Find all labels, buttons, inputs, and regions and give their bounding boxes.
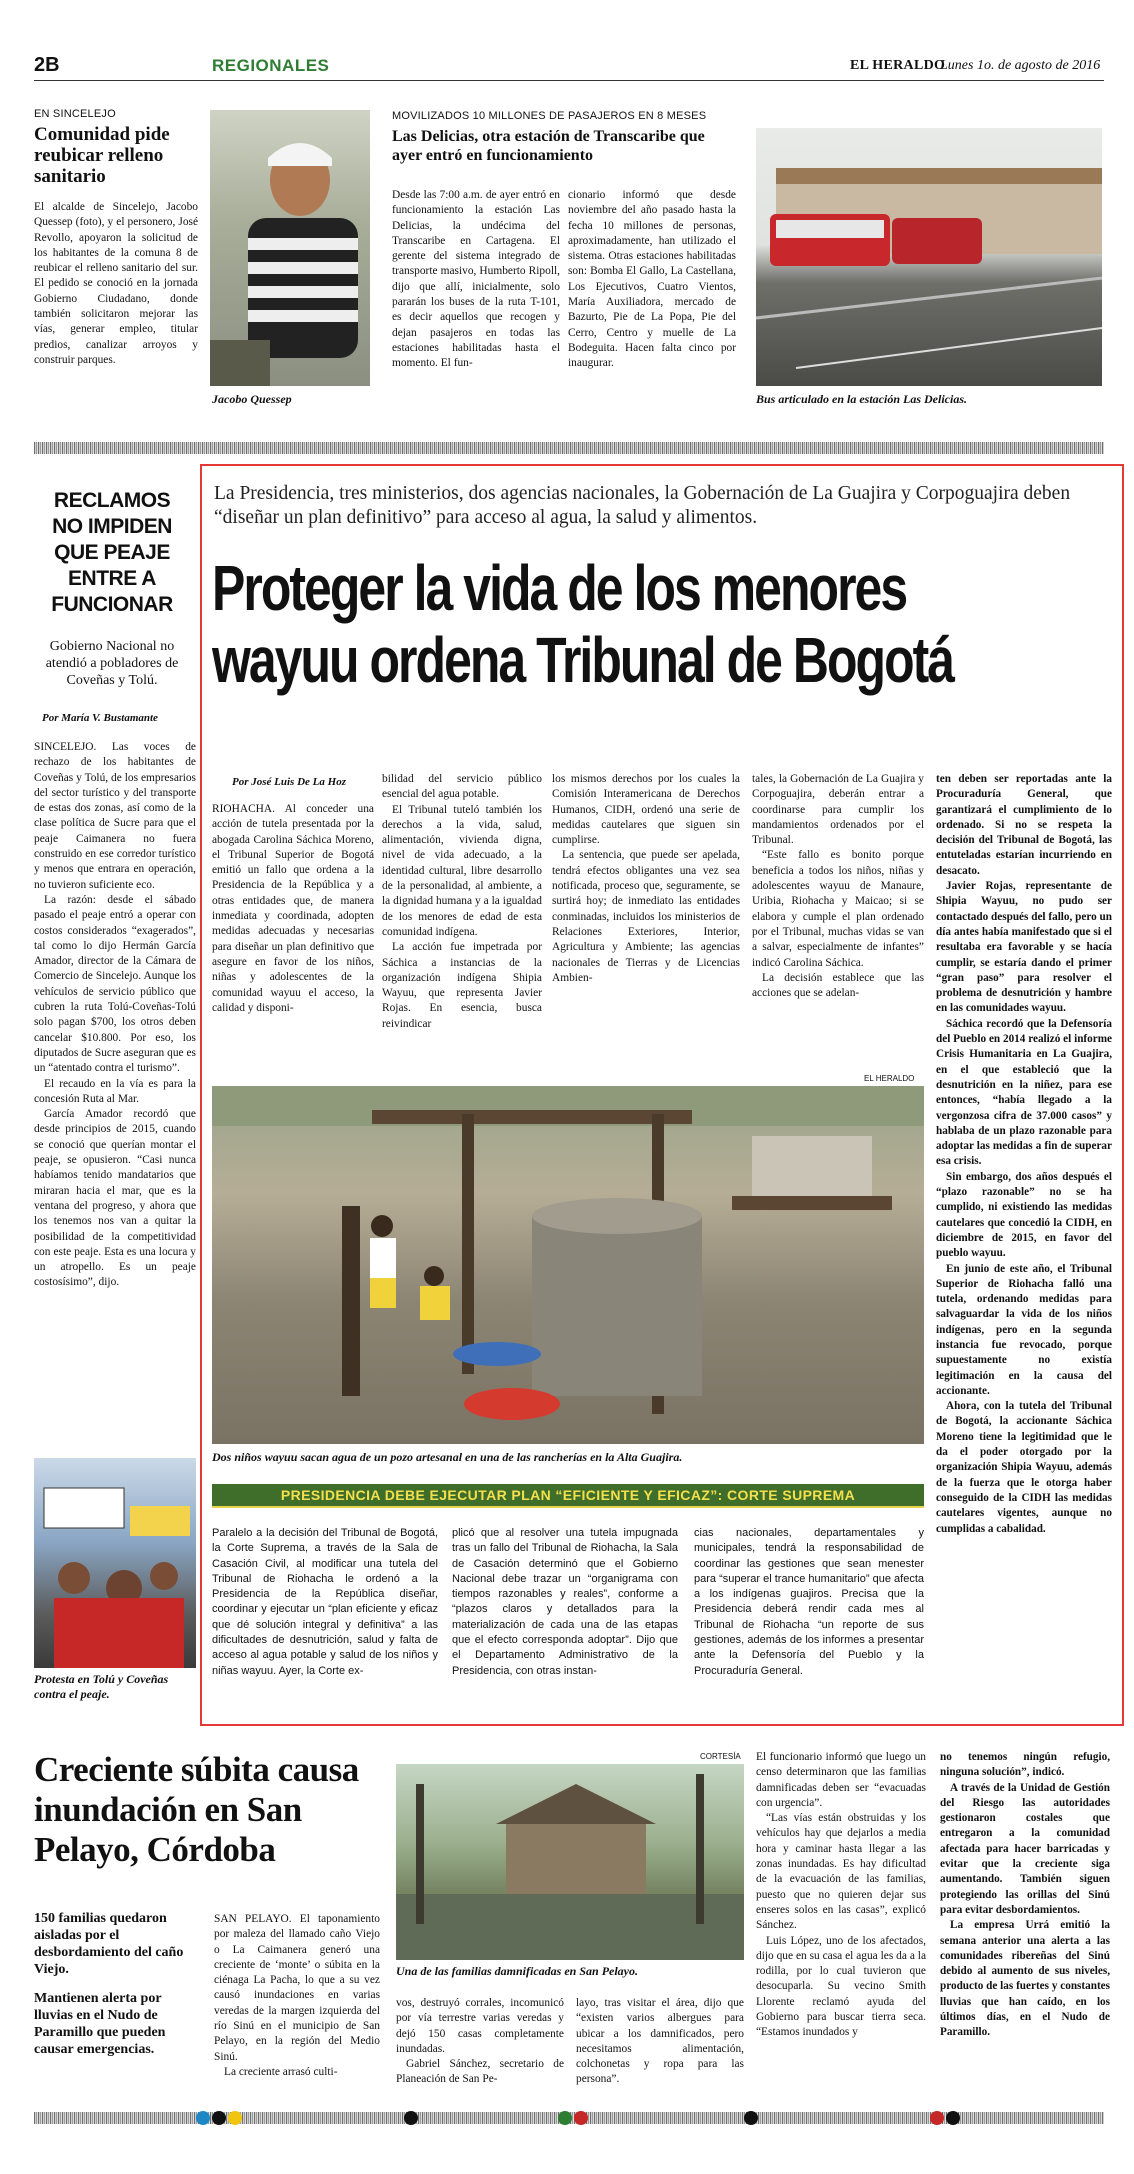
- peaje-byline: Por María V. Bustamante: [42, 712, 158, 724]
- main-col1: RIOHACHA. Al conceder una acción de tutela presentada por la abogada Carolina Sáchica Moreno, el Tribunal Superior de Bogotá emitió un fallo que ordena a la Presidencia de la República y a otras entidades que, de manera inmediata y coordinada, adopten medidas adecuadas y necesarias para diseñar un plan definitivo que asegure en favor de los niños, niñas y adolescentes de la comunidad wayuu el acceso, la calidad y disponi-: [212, 803, 374, 1014]
- registration-dot-green: [558, 2111, 572, 2125]
- flood-col2-para: vos, destruyó corrales, incomunicó por vía terrestre varias veredas y dejó 150 casas completamente inundadas.: [396, 1997, 564, 2055]
- main-col2-para: bilidad del servicio público esencial del agua potable.: [382, 773, 542, 801]
- header-rule: [34, 80, 1104, 81]
- flood-col1-para: La creciente arrasó culti-: [224, 2065, 338, 2078]
- registration-dot-black: [744, 2111, 758, 2125]
- peaje-para: SINCELEJO. Las voces de rechazo de los habitantes de Coveñas y Tolú, de los empresarios del sector turístico y del transporte de estas dos zonas, así como de la clase política de Sucre para que el peaje Caimanera no fuera construido en ese corredor turístico y menos que entrara en operación, no tuvieron suficiente eco.: [34, 741, 196, 891]
- well-icon: [212, 1086, 924, 1444]
- flood-col4-para: El funcionario informó que luego un censo determinaron que las familias damnificadas deben ser “evacuadas con urgencia”.: [756, 1751, 926, 1809]
- peaje-title-block: [38, 488, 186, 618]
- main-col5-para: Sin embargo, dos años después el “plazo razonable” no se ha cumplido, ni existiendo las medidas cautelares que concedió la CIDH, en diciembre de 2015, en favor del pueblo wayuu.: [936, 1170, 1112, 1260]
- registration-dot-cyan: [196, 2111, 210, 2125]
- corte-suprema-banner-text: PRESIDENCIA DEBE EJECUTAR PLAN “EFICIENTE Y EFICAZ”: CORTE SUPREMA: [280, 1487, 856, 1503]
- main-col2-para: La acción fue impetrada por Sáchica a instancias de la organización indígena Shipia Wayuu, que representa Javier Rojas. En esencia, busca reivindicar: [382, 941, 542, 1030]
- registration-dot-black: [946, 2111, 960, 2125]
- peaje-para: La razón: desde el sábado pasado el peaje entró a operar con costos considerados “exagerados”, tal como lo dijo Hermán García Amador, director de la Cámara de Comercio de Sincelejo. Aunque los vehículos de servicio público que cubren la ruta Tolú-Coveñas-Tolú solo pagan $700, los otros deben cancelar $10.800. Por eso, los diputados de Sucre aseguran que es un “atentado contra el turismo”.: [34, 893, 196, 1075]
- main-col5-para: Sáchica recordó que la Defensoría del Pueblo en 2014 realizó el informe Crisis Humanitaria en La Guajira, en el que estableció que la desnutrición en la niñez, para ese entonces, “había llegado a la vergonzosa cifra de 37.000 casos” y hablaba de un plazo razonable para adoptar las medidas a fin de superar esa crisis.: [936, 1017, 1112, 1168]
- main-col5-para: En junio de este año, el Tribunal Superior de Riohacha falló una tutela, ordenando medidas para salvaguardar la vida de los niños indígenas, pero en la segunda instancia fue revocado, porque supuestamente no existía legitimación en la causa del accionante.: [936, 1262, 1112, 1397]
- main-col2: [382, 772, 542, 1032]
- flood-col5-para: La empresa Urrá emitió la semana anterior una alerta a las comunidades ribereñas del Sinú debido al aumento de sus niveles, producto de las fuertes y constantes lluvias que han caído, en los últimos días, en el Nudo de Paramillo.: [940, 1919, 1110, 2039]
- flood-col4-para: “Las vías están obstruidas y los vehículos hay que dejarlos a media hora y caminar hasta llegar a las zonas inundadas. Es hay dificultad de la evacuación de las familias, puesto que no quieren dejar sus enseres solos en las casas”, explicó Sánchez.: [756, 1812, 926, 1932]
- main-col3-para: La sentencia, que puede ser apelada, tendrá efectos obligantes una vez sea notificada, proceso que, seguramente, se surtirá hoy; de inmediato las entidades conminadas, incluidos los ministerios de Relaciones Exteriores, Interior, Agricultura y Ambiente; las agencias nacionales de Tierras y de Licencias Ambien-: [552, 849, 740, 984]
- flood-col3: layo, tras visitar el área, dijo que “existen varios albergues para ubicar a los damnificados, pero necesitamos alimentación, colchonetas y ropa para las persona”.: [576, 1997, 744, 2086]
- photo-san-pelayo: [396, 1764, 744, 1960]
- photo-bus-station: [756, 128, 1102, 386]
- peaje-body: [34, 740, 196, 1291]
- flood-title: Creciente súbita causa inundación en San Pelayo, Córdoba: [34, 1750, 359, 1869]
- flood-col2-para: Gabriel Sánchez, secretario de Planeación de San Pe-: [396, 2058, 564, 2086]
- flood-col5-para: A través de la Unidad de Gestión del Riesgo las autoridades gestionaron costales que entregaron a la comunidad afectada para hacer barricadas y evitar que la creciente siga aumentando. También siguen protegiendo las orillas del Sinú para evitar desbordamientos.: [940, 1781, 1110, 1916]
- top-left-title: Comunidad pide reubicar relleno sanitario: [34, 124, 170, 187]
- corte-suprema-banner: [212, 1484, 924, 1508]
- main-headline: [212, 552, 1112, 696]
- main-byline: Por José Luis De La Hoz: [232, 776, 346, 788]
- main-photo-credit: EL HERALDO: [864, 1074, 915, 1083]
- transcaribe-kicker: MOVILIZADOS 10 MILLONES DE PASAJEROS EN 8 MESES: [392, 110, 707, 122]
- flood-deck1: 150 familias quedaron aisladas por el desbordamiento del caño Viejo.: [34, 1911, 184, 1977]
- peaje-deck: Gobierno Nacional no atendió a pobladores de Coveñas y Tolú.: [45, 639, 179, 688]
- main-col3: [552, 772, 740, 986]
- registration-dot-red: [930, 2111, 944, 2125]
- flood-col5-para: no tenemos ningún refugio, ninguna solución”, indicó.: [940, 1751, 1110, 1779]
- main-col4-para: La decisión establece que las acciones que se adelan-: [752, 971, 924, 1000]
- main-col3-para: los mismos derechos por los cuales la Comisión Interamericana de Derechos Humanos, CIDH, ordenó una serie de medidas cautelares que siguen sin cumplirse.: [552, 773, 740, 847]
- registration-dot-yellow: [228, 2111, 242, 2125]
- transcaribe-col2: cionario informó que desde noviembre del año pasado hasta la fecha 10 millones de personas, aproximadamente, han utilizado el sistema. Otras estaciones habilitadas son: Bomba El Gallo, La Castellana, Los Ejecutivos, Cuatro Vientos, María Auxiliadora, mercado de Bazurto, Pie de La Popa, Pie del Cerro, Centro y muelle de La Bodeguita. Hacen falta cinco por inaugurar.: [568, 189, 736, 370]
- peaje-para: García Amador recordó que desde principios de 2015, cuando se conoció que querían montar el peaje, se opusieron. “Casi nunca habíamos tenido mandatarios que miraran hacia el mar, que es la ventana del progreso, y ahora que los tenemos nos van a quitar la posibilidad de la competitividad con este peaje. Esta es una locura y un atropello. Es un peaje costosísimo”, dijo.: [34, 1108, 196, 1289]
- flooded-house-icon: [396, 1764, 744, 1960]
- main-deck: La Presidencia, tres ministerios, dos agencias nacionales, la Gobernación de La Guajira y Corpoguajira deben “diseñar un plan definitivo” para acceso al agua, la salud y alimentos.: [214, 483, 1071, 528]
- photo-jacobo-quessep: [210, 110, 370, 386]
- flood-col2: [396, 1996, 564, 2088]
- masthead-paper: EL HERALDO: [850, 58, 946, 73]
- box-col1: Paralelo a la decisión del Tribunal de Bogotá, la Corte Suprema, a través de la Sala de Casación Civil, al modificar una tutela del Tribunal de Riohacha le ordenó a la Presidencia de la República diseñar, coordinar y ejecutar un “plan eficiente y eficaz que dé solución integral y definitiva” a las dificultades de desnutrición, salud y falta de acceso al agua potable y salud de los niños y niñas wayuu. Ayer, la Corte ex-: [212, 1527, 438, 1677]
- photo-pozo-wayuu: [212, 1086, 924, 1444]
- registration-dot-red: [574, 2111, 588, 2125]
- peaje-title: RECLAMOS NO IMPIDEN QUE PEAJE ENTRE A FUNCIONAR: [51, 489, 173, 616]
- main-col5-para: ten deben ser reportadas ante la Procuraduría General, que garantizará el cumplimiento de lo ordenado. Si no se respeta la decisión del Tribunal de Bogotá, las entuteladas estarían incurriendo en desacato.: [936, 773, 1112, 877]
- photo-caption-bus: Bus articulado en la estación Las Delicias.: [756, 392, 968, 406]
- transcaribe-title: Las Delicias, otra estación de Transcaribe que ayer entró en funcionamiento: [392, 128, 705, 164]
- main-col4-para: “Este fallo es bonito porque beneficia a todos los niños, niñas y adolescentes wayuu de Manaure, Uribia, Riohacha y Maicao; si se elabora y cumple el plan ordenado por el Tribunal, muchas vidas se van a salvar, especialmente de infantes” indicó Carolina Sáchica.: [752, 849, 924, 969]
- box-col3: cias nacionales, departamentales y municipales, tendrá la responsabilidad de coordinar las gestiones que sean menester para “superar el trance humanitario” que afecta a los indígenas guajiros. Precisa que la Presidencia deberá rendir cada mes al Tribunal de Riohacha “un reporte de sus gestiones, además de los informes a presentar ante la Defensoría del Pueblo y la Procuraduría General.: [694, 1527, 924, 1677]
- photo-caption-protesta: Protesta en Tolú y Coveñas contra el peaje.: [34, 1672, 169, 1701]
- flood-deck2: Mantienen alerta por lluvias en el Nudo de Paramillo que pueden causar emergencias.: [34, 1991, 166, 2057]
- photo-caption-pozo: Dos niños wayuu sacan agua de un pozo artesanal en una de las rancherías en la Alta Guajira.: [212, 1450, 683, 1464]
- main-col4-para: tales, la Gobernación de La Guajira y Corpoguajira, deberán entrar a coordinarse para cumplir los mandamientos ordenados por el Tribunal.: [752, 773, 924, 847]
- protest-icon: [34, 1458, 196, 1668]
- flood-col4: [756, 1750, 926, 2041]
- main-col5: [936, 772, 1112, 1537]
- registration-dot-black: [212, 2111, 226, 2125]
- transcaribe-col1: Desde las 7:00 a.m. de ayer entró en funcionamiento la estación Las Delicias, la undécima del Transcaribe en Cartagena. El gerente del sistema integrado de transporte masivo, Humberto Ripoll, dijo que allí, inicialmente, solo pararán los buses de la ruta T-101, es decir aquellos que recogen y dejan pasajeros en todas las estaciones habilitadas hasta el momento. El fun-: [392, 189, 560, 370]
- photo-protesta-peaje: [34, 1458, 196, 1668]
- registration-dot-black: [404, 2111, 418, 2125]
- top-left-kicker: EN SINCELEJO: [34, 108, 116, 120]
- flood-photo-credit: CORTESÍA: [700, 1752, 741, 1761]
- masthead-date: Lunes 1o. de agosto de 2016: [940, 58, 1101, 73]
- main-headline-line1: Proteger la vida de los menores: [212, 552, 907, 624]
- bus-icon: [756, 128, 1102, 386]
- main-col5-para: Javier Rojas, representante de Shipia Wayuu, no pudo ser contactado después del fallo, pero un día antes había manifestado que si el resultaba era favorable y se hacía cumplir, se estaría dando el primer “gran paso” para resolver el problema de desnutrición y hambre en las comunidades wayuu.: [936, 880, 1112, 1015]
- main-col2-para: El Tribunal tuteló también los derechos a la vida, salud, alimentación, vivienda digna, nivel de vida adecuado, a la identidad cultural, libre desarrollo de la personalidad, al ambiente, a la dignidad humana y a la igualdad de los menores de edad de esta comunidad indígena.: [382, 803, 542, 938]
- separator-band-top: [34, 442, 1104, 454]
- main-col5-para: Ahora, con la tutela del Tribunal de Bogotá, la accionante Sáchica Moreno tiene la legitimidad que le da el poder otorgado por la organización Shipia Wayuu, además de la fuerza que le otorga haber conseguido de la CIDH las medidas cautelares vigentes, aunque no cumplidas a cabalidad.: [936, 1400, 1112, 1535]
- page-number: 2B: [34, 54, 60, 76]
- photo-caption-san-pelayo: Una de las familias damnificadas en San Pelayo.: [396, 1964, 639, 1978]
- section-name: REGIONALES: [212, 56, 330, 75]
- photo-caption-quessep: Jacobo Quessep: [212, 392, 292, 406]
- top-left-body: El alcalde de Sincelejo, Jacobo Quessep (foto), y el personero, José Revollo, apoyaron la solicitud de los habitantes de la comuna 8 de reubicar el relleno sanitario del sur. El pedido se conoció en la jornada Gobierno Ciudadano, donde también solicitaron mejorar las vías, generar empleo, titular predios, canalizar arroyos y construir parques.: [34, 201, 198, 366]
- peaje-para: El recaudo en la vía es para la concesión Ruta al Mar.: [34, 1077, 196, 1105]
- flood-col1: [214, 1912, 380, 2080]
- flood-col1-para: SAN PELAYO. El taponamiento por maleza del llamado caño Viejo o La Caimanera generó una creciente de ‘monte’ o súbita en la ciénaga La Pacha, lo que a su vez causó inundaciones en varias veredas de la margen izquierda del río Sinú en el municipio de San Pelayo, en la región del Medio Sinú.: [214, 1913, 380, 2063]
- portrait-icon: [210, 110, 370, 386]
- main-col4: [752, 772, 924, 1001]
- flood-col5: [940, 1750, 1110, 2041]
- flood-col4-para: Luis López, uno de los afectados, dijo que en su casa el agua les da a la rodilla, por lo cual tuvieron que desocuparla. Su vecino Smith Llorente reclamó ayuda del Gobierno para buscar tierra seca. “Estamos inundados y: [756, 1934, 926, 2039]
- main-headline-line2: wayuu ordena Tribunal de Bogotá: [212, 624, 954, 696]
- box-col2: plicó que al resolver una tutela impugnada tras un fallo del Tribunal de Riohacha, la Sala de Casación determinó que el Gobierno Nacional debe trazar un “organigrama con tiempos razonables y reales”, conforme a “plazos claros y detallados para la materialización de cada una de las etapas que el efecto corresponda adoptar”. Dijo que el Departamento Administrativo de la Presidencia, con otras instan-: [452, 1527, 678, 1677]
